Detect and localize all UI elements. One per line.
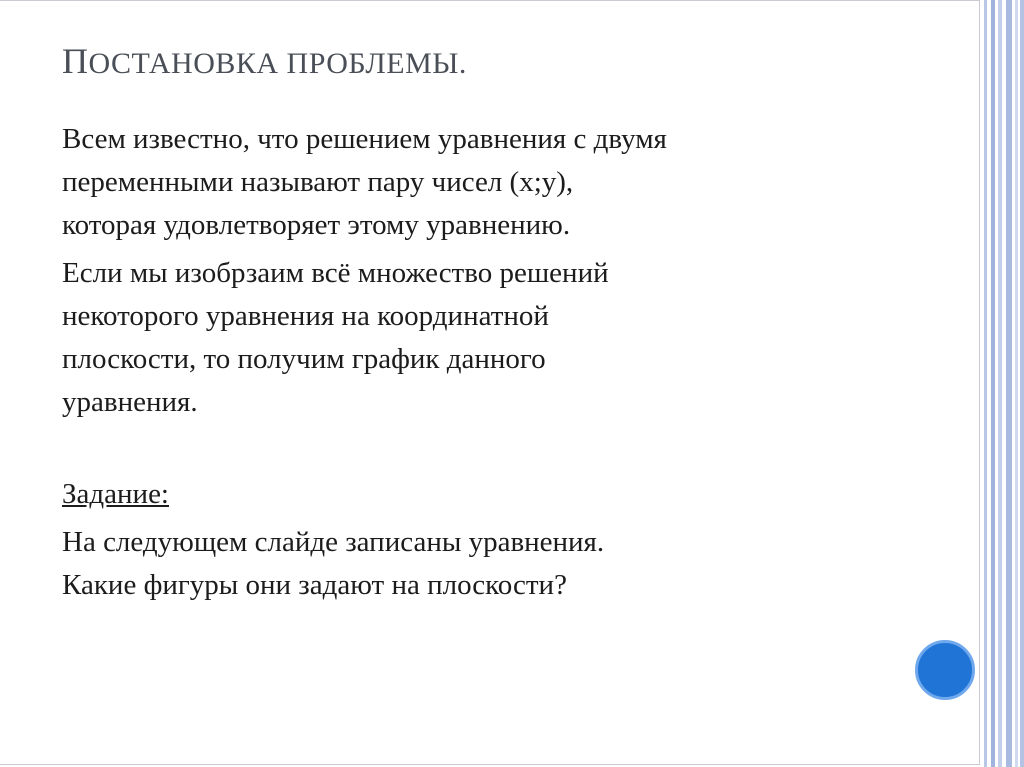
paragraph-line: Какие фигуры они задают на плоскости? [62,569,567,601]
paragraph-definition [62,118,922,247]
stripe [991,0,995,767]
paragraph-graph [62,252,922,424]
spacer [62,429,922,473]
paragraph-line: некоторого уравнения на координатной [62,300,549,332]
decorative-stripes [980,0,1024,767]
paragraph-line: уравнения. [62,386,198,418]
paragraph-line: Если мы изобрзаим всё множество решений [62,257,609,289]
paragraph-line: На следующем слайде записаны уравнения. [62,526,605,558]
paragraph-line: Всем известно, что решением уравнения с двумя [62,123,667,155]
slide-body [62,118,922,612]
stripe [1015,0,1018,767]
title-first-letter: П [62,41,89,81]
paragraph-line: плоскости, то получим график данного [62,343,546,375]
stripe [1006,0,1012,767]
paragraph-task [62,521,922,607]
paragraph-line: которая удовлетворяет этому уравнению. [62,209,571,241]
task-label: Задание: [62,478,169,510]
navigation-circle-button[interactable] [915,640,975,700]
stripe [984,0,987,767]
slide-title [62,40,467,82]
paragraph-line: переменными называют пару чисел (x;y), [62,166,574,198]
title-text: ОСТАНОВКА ПРОБЛЕМЫ. [88,47,467,80]
stripe [1020,0,1024,767]
stripe [998,0,1002,767]
